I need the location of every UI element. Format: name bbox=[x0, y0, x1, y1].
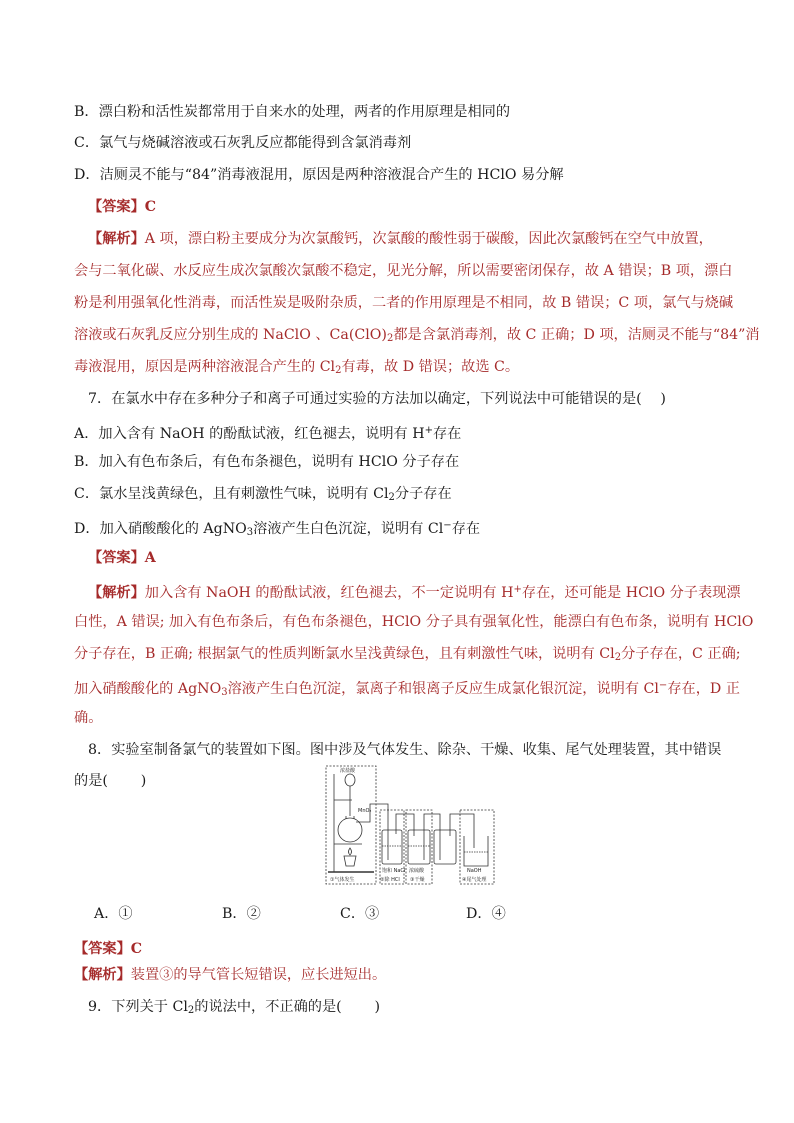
q8-stem-line-2: 的是( ) bbox=[74, 773, 147, 789]
label-step-4: ④尾气处理 bbox=[462, 877, 487, 883]
subscript: 3 bbox=[221, 687, 228, 698]
q7-answer bbox=[88, 548, 738, 568]
subscript: 3 bbox=[246, 527, 254, 538]
option-text: 溶液产生白色沉淀，说明有 Cl bbox=[253, 521, 444, 537]
analysis-text: 溶液或石灰乳反应分别生成的 NaClO 、Ca(ClO) bbox=[74, 327, 387, 343]
analysis-text: 毒液混用，原因是两种溶液混合产生的 Cl bbox=[74, 359, 336, 375]
answer-tag: 【答案】 bbox=[88, 550, 145, 566]
q7-stem: 7．在氯水中存在多种分子和离子可通过实验的方法加以确定，下列说法中可能错误的是( ) bbox=[88, 391, 666, 407]
q7-analysis-line-4 bbox=[74, 676, 740, 703]
subscript: 2 bbox=[335, 365, 342, 376]
option-text: D．加入硝酸酸化的 AgNO bbox=[74, 521, 247, 537]
option-text: 存在 bbox=[451, 521, 481, 537]
answer-value: C bbox=[144, 199, 157, 215]
label-step-3: ③干燥 bbox=[410, 877, 425, 883]
option-text: C．氯水呈浅黄绿色，且有刺激性气味，说明有 Cl bbox=[74, 486, 389, 502]
analysis-text: 存在，还可能是 HClO 分子表现漂 bbox=[521, 585, 741, 601]
q9-stem bbox=[88, 997, 738, 1021]
q6-analysis-line-4 bbox=[74, 325, 760, 349]
subscript: 2 bbox=[614, 652, 622, 663]
q7-analysis-line-5: 确。 bbox=[74, 710, 103, 726]
superscript: + bbox=[424, 425, 433, 436]
q6-analysis-line-2: 会与二氧化碳、水反应生成次氯酸次氯酸不稳定，见光分解，所以需要密闭保存，故 A 错误；B 项，漂白 bbox=[74, 263, 733, 279]
q7-option-b: B．加入有色布条后，有色布条褪色，说明有 HClO 分子存在 bbox=[74, 454, 460, 470]
q7-analysis-line-3 bbox=[74, 644, 741, 668]
subscript: 2 bbox=[187, 1005, 195, 1016]
stem-text: 9．下列关于 Cl bbox=[88, 999, 188, 1015]
superscript: − bbox=[443, 520, 452, 531]
q7-analysis-line-2: 白性，A 错误; 加入有色布条后，有色布条褪色，HClO 分子具有强氧化性，能漂白有色布条，说明有 HClO bbox=[74, 614, 754, 630]
answer-value: C bbox=[130, 941, 143, 957]
label-mno2: MnO₂ bbox=[358, 808, 372, 814]
q6-option-d: D．洁厕灵不能与“84”消毒液混用，原因是两种溶液混合产生的 HClO 易分解 bbox=[74, 167, 564, 183]
label-sat-nacl: 饱和 NaCl bbox=[382, 868, 406, 874]
subscript: 2 bbox=[386, 333, 394, 344]
q6-analysis-line-5 bbox=[74, 357, 724, 381]
answer-value: A bbox=[144, 550, 156, 566]
analysis-text: 装置③的导气管长短错误，应长进短出。 bbox=[130, 967, 387, 983]
q8-analysis bbox=[74, 965, 724, 985]
analysis-tag: 【解析】 bbox=[88, 231, 145, 247]
label-step-1: ①气体发生 bbox=[330, 877, 355, 883]
q8-answer bbox=[74, 939, 724, 959]
answer-tag: 【答案】 bbox=[88, 199, 145, 215]
option-text: A．加入含有 NaOH 的酚酞试液，红色褪去，说明有 H bbox=[74, 426, 425, 442]
analysis-text: 分子存在，B 正确; 根据氯气的性质判断氯水呈浅黄绿色，且有刺激性气味，说明有 Cl bbox=[74, 646, 615, 662]
subscript: 2 bbox=[388, 492, 395, 503]
chlorine-apparatus-figure bbox=[322, 760, 498, 888]
q6-analysis-line-3: 粉是利用强氧化性消毒，而活性炭是吸附杂质，二者的作用原理是不相同，故 B 错误；C 项，氯气与烧碱 bbox=[74, 295, 734, 311]
analysis-tag: 【解析】 bbox=[88, 585, 145, 601]
label-step-2: ②除 HCl bbox=[380, 877, 400, 883]
q8-option-c: C．③ bbox=[340, 906, 380, 922]
analysis-text: 存在，D 正 bbox=[667, 681, 740, 697]
q7-analysis-line-1 bbox=[88, 580, 741, 603]
label-h2so4: 浓硫酸 bbox=[409, 868, 425, 874]
label-naoh: NaOH bbox=[467, 868, 482, 874]
analysis-text: 有毒，故 D 错误；故选 C。 bbox=[341, 359, 520, 375]
option-text: 分子存在 bbox=[394, 486, 452, 502]
q6-analysis-line-1 bbox=[88, 229, 738, 249]
option-text: 存在 bbox=[432, 426, 462, 442]
q7-option-a bbox=[74, 421, 724, 444]
q8-option-d: D．④ bbox=[466, 906, 506, 922]
q6-option-c: C．氯气与烧碱溶液或石灰乳反应都能得到含氯消毒剂 bbox=[74, 135, 412, 151]
q6-answer bbox=[88, 197, 738, 217]
q7-option-c bbox=[74, 484, 724, 508]
analysis-text: 加入硝酸酸化的 AgNO bbox=[74, 681, 222, 697]
analysis-text: 加入含有 NaOH 的酚酞试液，红色褪去，不一定说明有 H bbox=[144, 585, 514, 601]
q6-option-b: B．漂白粉和活性炭都常用于自来水的处理，两者的作用原理是相同的 bbox=[74, 104, 511, 120]
stem-text: 的说法中，不正确的是( ) bbox=[194, 999, 381, 1015]
label-conc-hcl: 浓盐酸 bbox=[340, 768, 356, 774]
answer-tag: 【答案】 bbox=[74, 941, 131, 957]
analysis-text: A 项，漂白粉主要成分为次氯酸钙，次氯酸的酸性弱于碳酸，因此次氯酸钙在空气中放置， bbox=[144, 231, 713, 247]
superscript: − bbox=[658, 680, 668, 691]
analysis-text: 溶液产生白色沉淀，氯离子和银离子反应生成氯化银沉淀，说明有 Cl bbox=[227, 681, 659, 697]
analysis-text: 都是含氯消毒剂，故 C 正确；D 项，洁厕灵不能与“84”消 bbox=[393, 327, 760, 343]
q8-option-b: B．② bbox=[222, 906, 261, 922]
q7-option-d bbox=[74, 516, 724, 543]
analysis-tag: 【解析】 bbox=[74, 967, 131, 983]
superscript: + bbox=[513, 584, 522, 595]
q8-option-a: A．① bbox=[94, 906, 133, 922]
q8-stem-line-1: 8．实验室制备氯气的装置如下图。图中涉及气体发生、除杂、干燥、收集、尾气处理装置，其中错误 bbox=[88, 742, 722, 758]
analysis-text: 分子存在，C 正确; bbox=[621, 646, 741, 662]
